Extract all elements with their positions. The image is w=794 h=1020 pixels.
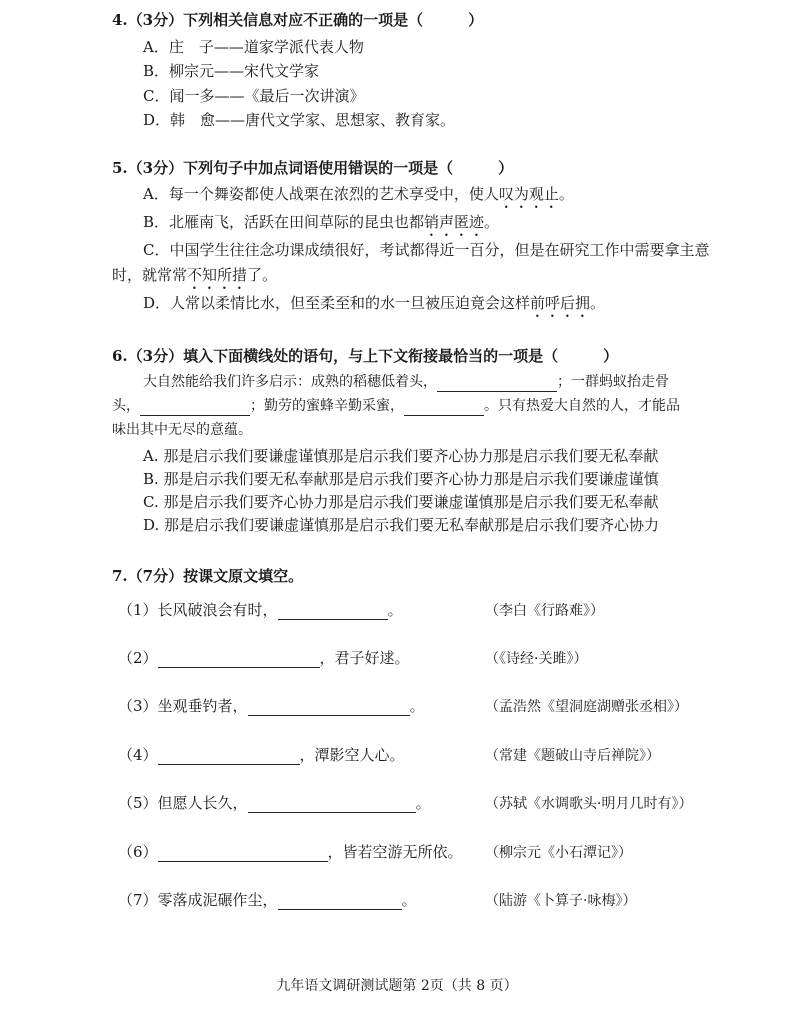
q5-stem: 5.（3分）下列句子中加点词语使用错误的一项是（ ） [112,159,514,177]
q5-b-dotted-word: 销声匿迹 [424,213,485,231]
q5-option-b [143,212,499,240]
q7-item-text: 坐观垂钓者， [157,697,248,715]
q6-passage-text: 头， [112,398,140,414]
q4-option-c: C．闻一多——《最后一次讲演》 [143,87,365,105]
q5-b-text: B．北雁南飞，活跃在田间草际的昆虫也都 [143,213,425,231]
q6-option-a-part1: A. 那是启示我们要谦虚谨慎 [143,447,329,465]
q6-passage-text: ；勤劳的蜜蜂辛勤采蜜， [250,398,404,414]
q7-item-number: （6） [118,843,158,861]
q6-option-b-part3: 那是启示我们要谦虚谨慎 [493,470,659,488]
q6-option-c-part2: 那是启示我们要谦虚谨慎 [328,493,494,511]
q6-option-d-part3: 那是启示我们要齐心协力 [494,516,660,534]
q7-source-6: （柳宗元《小石潭记》） [485,845,632,861]
q5-a-dotted-word: 叹为观止 [498,185,559,203]
q7-source-4: （常建《题破山寺后禅院》） [485,748,660,764]
q6-option-c-part1: C. 那是启示我们要齐心协力 [143,493,329,511]
q6-option-d-part1: D. 那是启示我们要谦虚谨慎 [143,516,330,534]
page-footer: 九年语文调研测试题第 2页（共 8 页） [276,978,518,994]
q6-passage-line1 [143,372,669,392]
q5-c-end: 了。 [247,266,278,284]
q7-item-6 [118,842,463,862]
q5-option-a [143,184,574,212]
q7-blank-1[interactable] [278,603,388,620]
q6-option-b-part1: B. 那是启示我们要无私奉献 [143,470,329,488]
q7-source-1: （李白《行路难》） [485,603,604,619]
q4-option-a: A．庄 子——道家学派代表人物 [143,38,364,56]
q7-item-text: 但愿人长久， [157,794,248,812]
q5-c-dotted-word: 不知所措 [187,266,248,284]
q4-option-d: D．韩 愈——唐代文学家、思想家、教育家。 [143,111,456,129]
q7-stem: 7.（7分）按课文原文填空。 [112,567,304,585]
q7-source-5: （苏轼《水调歌头·明月几时有》） [485,796,693,812]
q7-blank-3[interactable] [248,699,410,716]
q7-item-text: 。 [401,891,417,909]
q5-b-end: 。 [484,213,500,231]
q7-item-number: （2） [118,649,158,667]
q7-item-number: （4） [118,746,158,764]
q7-item-5 [118,793,431,813]
q7-item-text: 。 [387,601,403,619]
q6-passage-line2 [112,396,680,416]
q6-option-c [143,492,659,512]
q7-item-2 [118,648,410,668]
q7-source-7: （陆游《卜算子·咏梅》） [485,893,637,909]
q6-option-a [143,446,658,466]
q7-blank-2[interactable] [158,651,320,668]
q6-option-a-part2: 那是启示我们要齐心协力 [328,447,494,465]
q5-a-end: 。 [558,185,574,203]
q6-option-d-part2: 那是启示我们要无私奉献 [329,516,495,534]
q5-option-c-line2 [112,265,277,293]
q7-item-text: 长风破浪会有时， [157,601,278,619]
q6-option-c-part3: 那是启示我们要无私奉献 [493,493,659,511]
q7-item-number: （5） [118,794,158,812]
q7-item-1 [118,600,403,620]
q4-option-b: B．柳宗元——宋代文学家 [143,62,320,80]
q6-blank-1[interactable] [437,375,557,392]
q7-item-number: （7） [118,891,158,909]
q5-option-d [143,293,605,321]
q6-passage-text: ；一群蚂蚁抬走骨 [557,374,669,390]
q7-item-3 [118,696,425,716]
q7-blank-6[interactable] [158,845,328,862]
q7-item-7 [118,890,417,910]
q7-blank-7[interactable] [278,893,402,910]
q5-option-c-line1: C．中国学生往往念功课成绩很好，考试都得近一百分，但是在研究工作中需要拿主意 [143,241,710,259]
q6-option-d [143,515,659,535]
q6-passage-line3: 味出其中无尽的意蕴。 [112,422,252,438]
q5-d-dotted-word: 前呼后拥 [530,294,591,312]
q7-item-number: （1） [118,601,158,619]
q7-source-3: （孟浩然《望洞庭湖赠张丞相》） [485,699,688,715]
q5-c-text: 时，就常常 [112,266,188,284]
q6-blank-2[interactable] [140,399,250,416]
q7-item-4 [118,745,405,765]
q6-stem: 6.（3分）填入下面横线处的语句，与上下文衔接最恰当的一项是（ ） [112,347,619,365]
q6-option-b-part2: 那是启示我们要齐心协力 [328,470,494,488]
q7-item-text: ，君子好逑。 [319,649,410,667]
q5-d-end: 。 [590,294,606,312]
q7-blank-5[interactable] [248,796,416,813]
q7-item-text: ，潭影空人心。 [299,746,405,764]
q5-a-text: A．每一个舞姿都使人战栗在浓烈的艺术享受中，使人 [143,185,499,203]
q6-option-a-part3: 那是启示我们要无私奉献 [493,447,659,465]
q7-source-2: （《诗经·关雎》） [485,651,588,667]
q7-item-text: 零落成泥碾作尘， [157,891,278,909]
q7-blank-4[interactable] [158,748,300,765]
q6-option-b [143,469,659,489]
q6-blank-3[interactable] [404,399,484,416]
q6-passage-text: 大自然能给我们许多启示：成熟的稻穗低着头， [143,374,437,390]
q7-item-number: （3） [118,697,158,715]
q6-passage-text: 。只有热爱大自然的人，才能品 [484,398,680,414]
q7-item-text: ，皆若空游无所依。 [327,843,463,861]
q7-item-text: 。 [415,794,431,812]
q5-d-text: D．人常以柔情比水，但至柔至和的水一旦被压迫竟会这样 [143,294,531,312]
q4-stem: 4.（3分）下列相关信息对应不正确的一项是（ ） [112,11,484,29]
q7-item-text: 。 [409,697,425,715]
